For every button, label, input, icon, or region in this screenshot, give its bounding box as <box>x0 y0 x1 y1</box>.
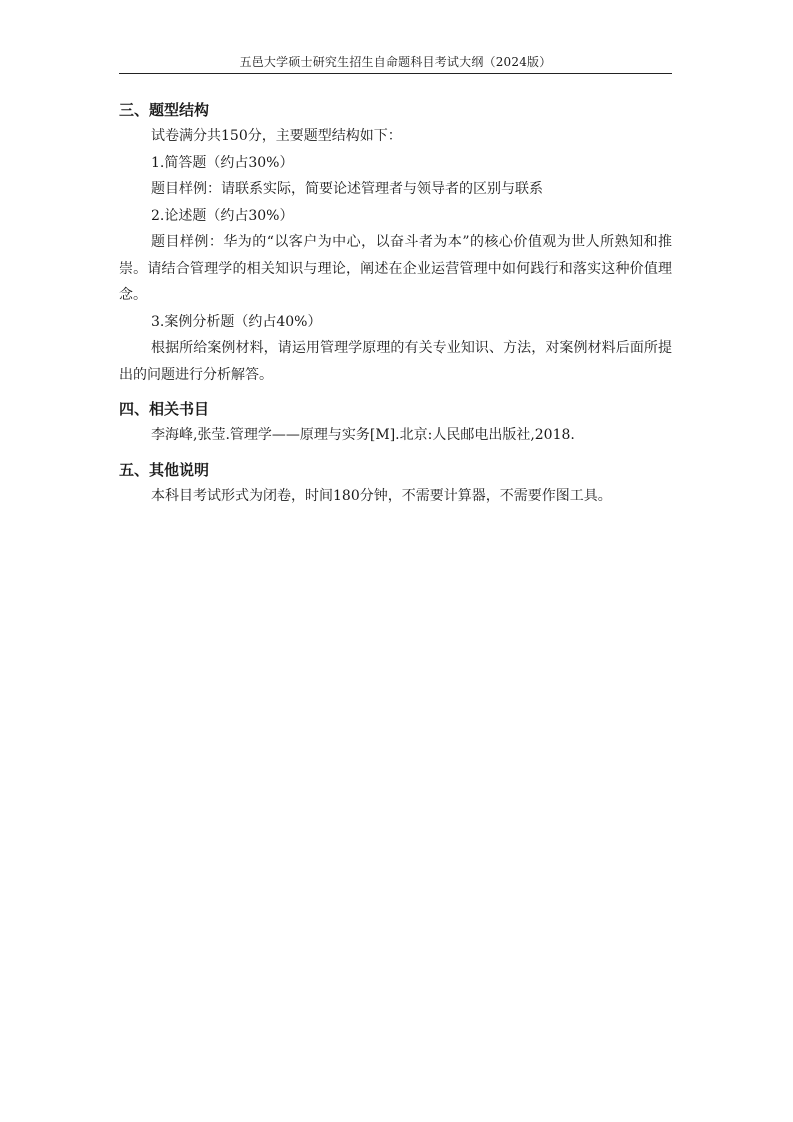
section-title: 五、其他说明 <box>119 460 210 479</box>
section-spacer <box>119 449 672 457</box>
paragraph: 题目样例：请联系实际，简要论述管理者与领导者的区别与联系 <box>151 181 543 197</box>
paragraph: 3.案例分析题（约占40%） <box>151 313 322 330</box>
paragraph: 本科目考试形式为闭卷，时间180分钟，不需要计算器，不需要作图工具。 <box>151 487 612 504</box>
paragraph: 2.论述题（约占30%） <box>151 207 294 224</box>
paragraph: 题目样例：华为的“以客户为中心，以奋斗者为本”的核心价值观为世人所熟知和推崇。请结合管理学的相关知识与理论，阐述在企业运营管理中如何践行和落实这种价值理念。 <box>119 234 672 303</box>
header-divider <box>119 73 672 74</box>
paragraph: 李海峰,张莹.管理学——原理与实务[M].北京:人民邮电出版社,2018. <box>151 427 575 443</box>
section-other-notes <box>119 457 672 510</box>
section-references <box>119 396 672 449</box>
document-body <box>119 97 672 509</box>
paragraph: 1.简答题（约占30%） <box>151 154 294 171</box>
section-question-types <box>119 97 672 388</box>
section-spacer <box>119 388 672 396</box>
page-header-title: 五邑大学硕士研究生招生自命题科目考试大纲（2024版） <box>239 55 552 69</box>
section-title: 四、相关书目 <box>119 400 210 418</box>
section-title: 三、题型结构 <box>119 101 210 119</box>
paragraph: 根据所给案例材料，请运用管理学原理的有关专业知识、方法，对案例材料后面所提出的问题进行分析解答。 <box>119 340 672 383</box>
paragraph: 试卷满分共150分，主要题型结构如下： <box>151 128 402 144</box>
